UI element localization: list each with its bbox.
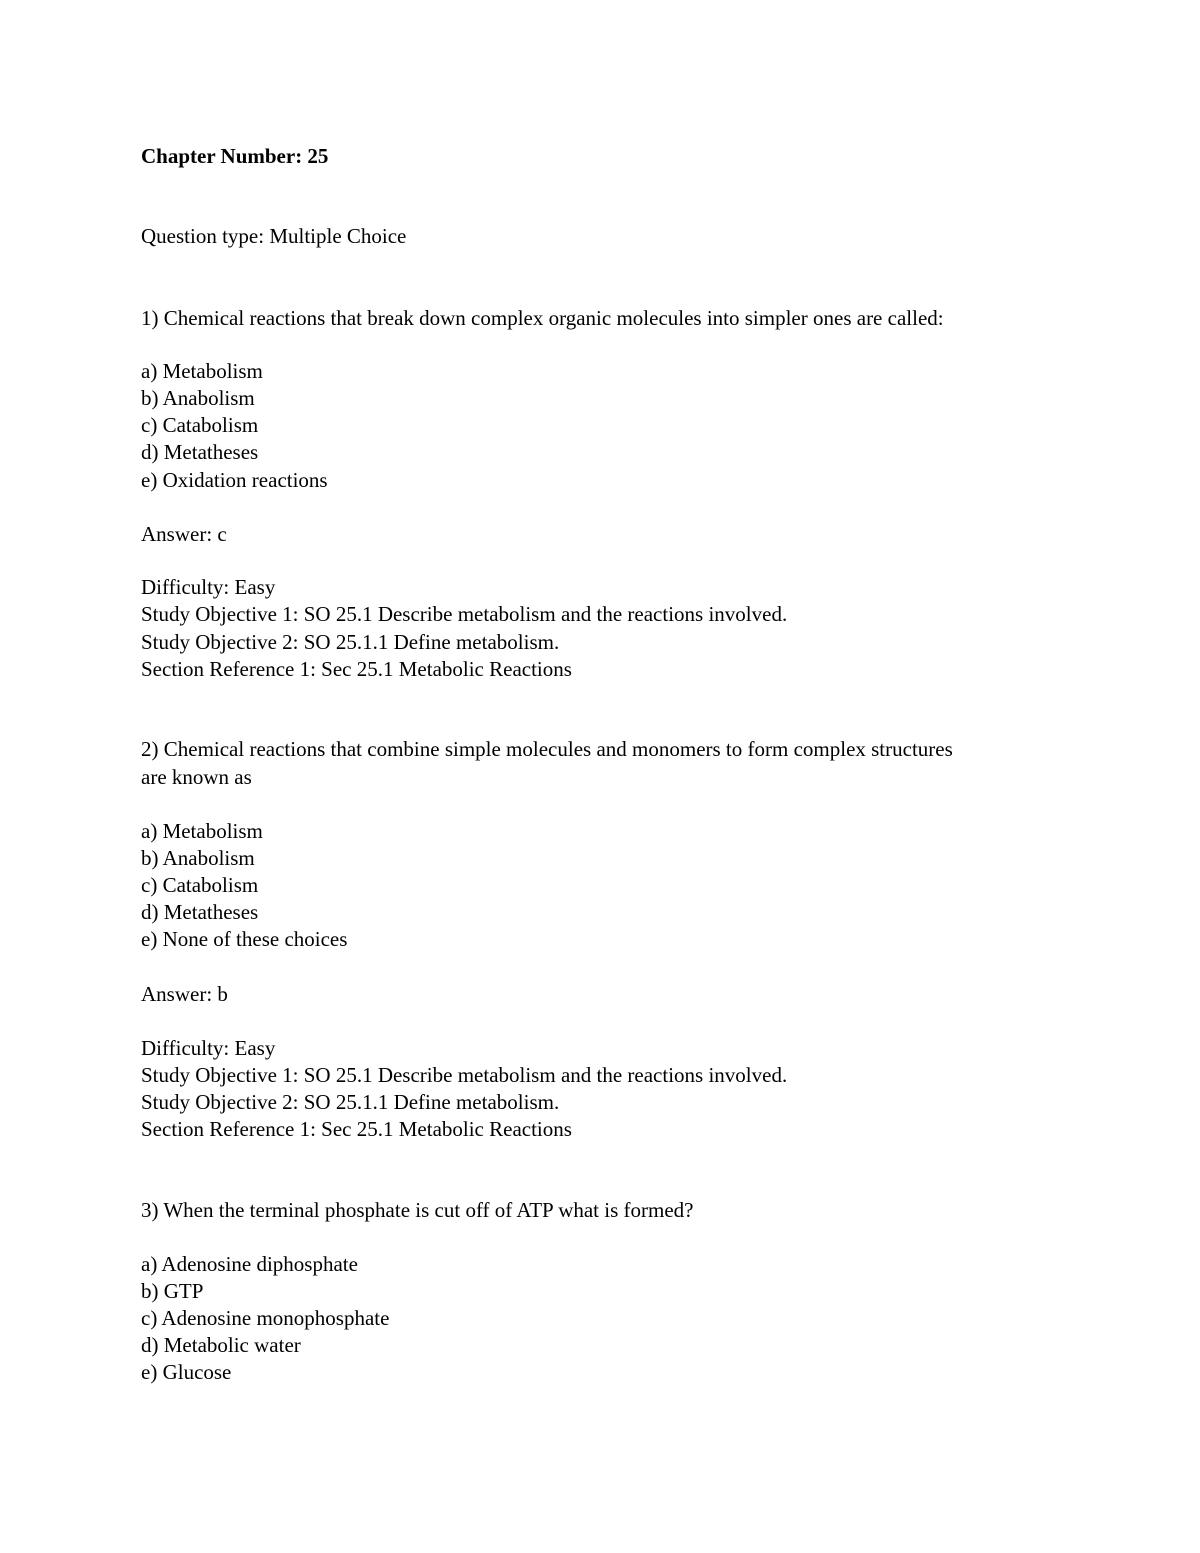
answer-option: a) Metabolism xyxy=(141,359,263,383)
study-objective-1: Study Objective 1: SO 25.1 Describe metabolism and the reactions involved. xyxy=(141,1063,788,1087)
answer-option: c) Catabolism xyxy=(141,873,259,897)
question-stem-continued: are known as xyxy=(141,765,252,789)
answer-option: c) Catabolism xyxy=(141,413,259,437)
answer-option: a) Adenosine diphosphate xyxy=(141,1252,358,1276)
question-stem: 2) Chemical reactions that combine simple molecules and monomers to form complex structures xyxy=(141,737,953,761)
question-stem: 1) Chemical reactions that break down complex organic molecules into simpler ones are called: xyxy=(141,306,944,330)
study-objective-2: Study Objective 2: SO 25.1.1 Define metabolism. xyxy=(141,1090,560,1114)
question-stem: 3) When the terminal phosphate is cut off of ATP what is formed? xyxy=(141,1198,694,1222)
answer-option: b) GTP xyxy=(141,1279,204,1303)
answer-option: e) None of these choices xyxy=(141,927,348,951)
answer-option: b) Anabolism xyxy=(141,386,255,410)
answer-option: d) Metatheses xyxy=(141,900,259,924)
answer-option: e) Glucose xyxy=(141,1360,232,1384)
answer-option: a) Metabolism xyxy=(141,819,263,843)
answer-option: d) Metatheses xyxy=(141,440,259,464)
study-objective-2: Study Objective 2: SO 25.1.1 Define metabolism. xyxy=(141,630,560,654)
difficulty: Difficulty: Easy xyxy=(141,1036,276,1060)
section-reference: Section Reference 1: Sec 25.1 Metabolic Reactions xyxy=(141,1117,572,1141)
difficulty: Difficulty: Easy xyxy=(141,575,276,599)
answer-option: b) Anabolism xyxy=(141,846,255,870)
answer-key: Answer: c xyxy=(141,522,227,546)
question-type-label: Question type: Multiple Choice xyxy=(141,224,407,248)
answer-option: e) Oxidation reactions xyxy=(141,468,328,492)
study-objective-1: Study Objective 1: SO 25.1 Describe metabolism and the reactions involved. xyxy=(141,602,788,626)
answer-option: d) Metabolic water xyxy=(141,1333,301,1357)
chapter-heading: Chapter Number: 25 xyxy=(141,144,329,168)
answer-option: c) Adenosine monophosphate xyxy=(141,1306,390,1330)
section-reference: Section Reference 1: Sec 25.1 Metabolic Reactions xyxy=(141,657,572,681)
answer-key: Answer: b xyxy=(141,982,228,1006)
